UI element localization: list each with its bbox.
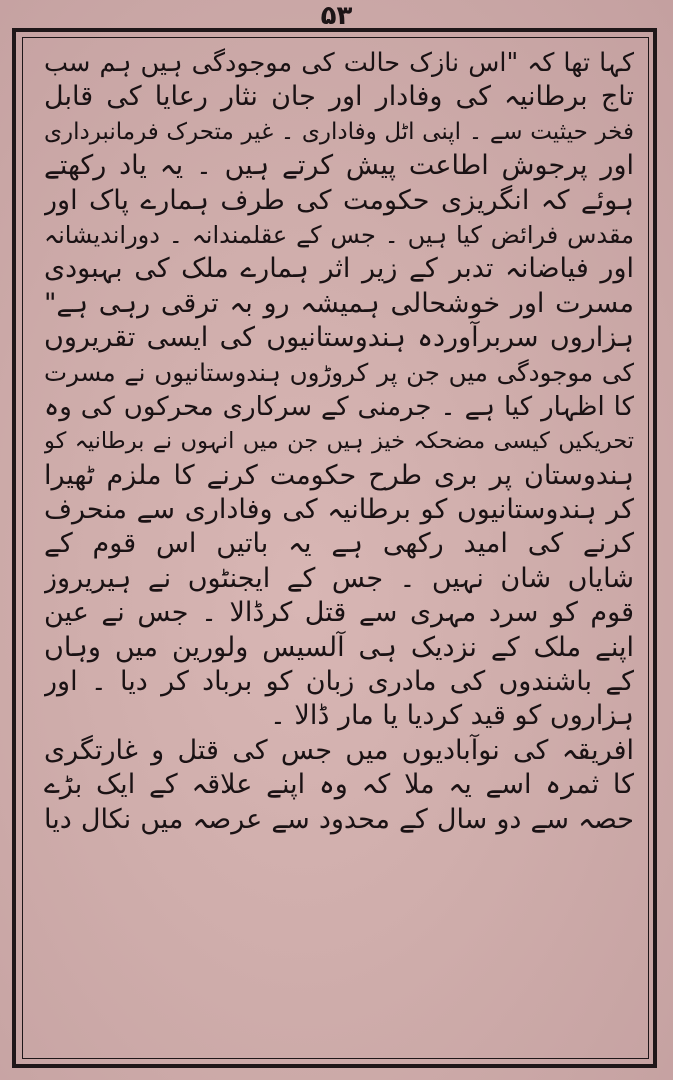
text-line: کا اظہار کیا ہے ۔ جرمنی کے سرکاری محرکوں کی وہ <box>44 391 634 422</box>
text-line: کرنے کی امید رکھی ہے یہ باتیں اس قوم کے <box>44 528 634 560</box>
text-line: اپنے ملک کے نزدیک ہی آلسیس ولورین میں وہاں <box>44 631 634 663</box>
text-line: کہا تھا کہ "اس نازک حالت کی موجودگی ہیں ہم سب <box>44 48 634 78</box>
text-line: کر ہندوستانیوں کو برطانیہ کی وفاداری سے منحرف <box>44 494 634 526</box>
text-line: اور فیاضانہ تدبر کے زیر اثر ہمارے ملک کی بہبودی <box>44 253 634 285</box>
urdu-text-body <box>44 46 634 1051</box>
text-line: ہوئے کہ انگریزی حکومت کی طرف ہمارے پاک اور <box>44 184 634 216</box>
text-line: مسرت اور خوشحالی ہمیشہ رو بہ ترقی رہی ہے" <box>44 287 634 319</box>
text-line: اور پرجوش اطاعت پیش کرتے ہیں ۔ یہ یاد رکھتے <box>44 150 634 182</box>
text-line: کے باشندوں کی مادری زبان کو برباد کر دیا ۔ اور <box>44 666 634 698</box>
text-line: ہندوستان پر بری طرح حکومت کرنے کا ملزم ٹھیرا <box>44 459 634 491</box>
text-line: افریقہ کی نوآبادیوں میں جس کی قتل و غارتگری <box>44 734 634 766</box>
text-line: شایاں شان نہیں ۔ جس کے ایجنٹوں نے ہیریروز <box>44 562 634 594</box>
text-line: مقدس فرائض کیا ہیں ۔ جس کے عقلمندانہ ۔ دوراندیشانہ <box>44 220 634 249</box>
text-line: کا ثمرہ اسے یہ ملا کہ وہ اپنے علاقہ کے ایک بڑے <box>44 769 634 801</box>
text-line: کی موجودگی میں جن پر کروڑوں ہندوستانیوں نے مسرت <box>44 357 634 387</box>
text-line: حصہ سے دو سال کے محدود سے عرصہ میں نکال دیا <box>44 803 634 835</box>
text-line: قوم کو سرد مہری سے قتل کرڈالا ۔ جس نے عین <box>44 597 634 629</box>
text-line: ہزاروں کو قید کردیا یا مار ڈالا ۔ <box>270 700 634 732</box>
text-line: ہزاروں سربرآوردہ ہندوستانیوں کی ایسی تقریروں <box>44 322 634 354</box>
text-line: تاج برطانیہ کی وفادار اور جان نثار رعایا کی قابل <box>44 81 634 113</box>
text-line: فخر حیثیت سے ۔ اپنی اٹل وفاداری ۔ غیر متحرک فرمانبرداری <box>44 118 634 145</box>
text-line: تحریکیں کیسی مضحکہ خیز ہیں جن میں انہوں نے برطانیہ کو <box>44 428 634 455</box>
page-number: ۵۳ <box>320 1 353 31</box>
